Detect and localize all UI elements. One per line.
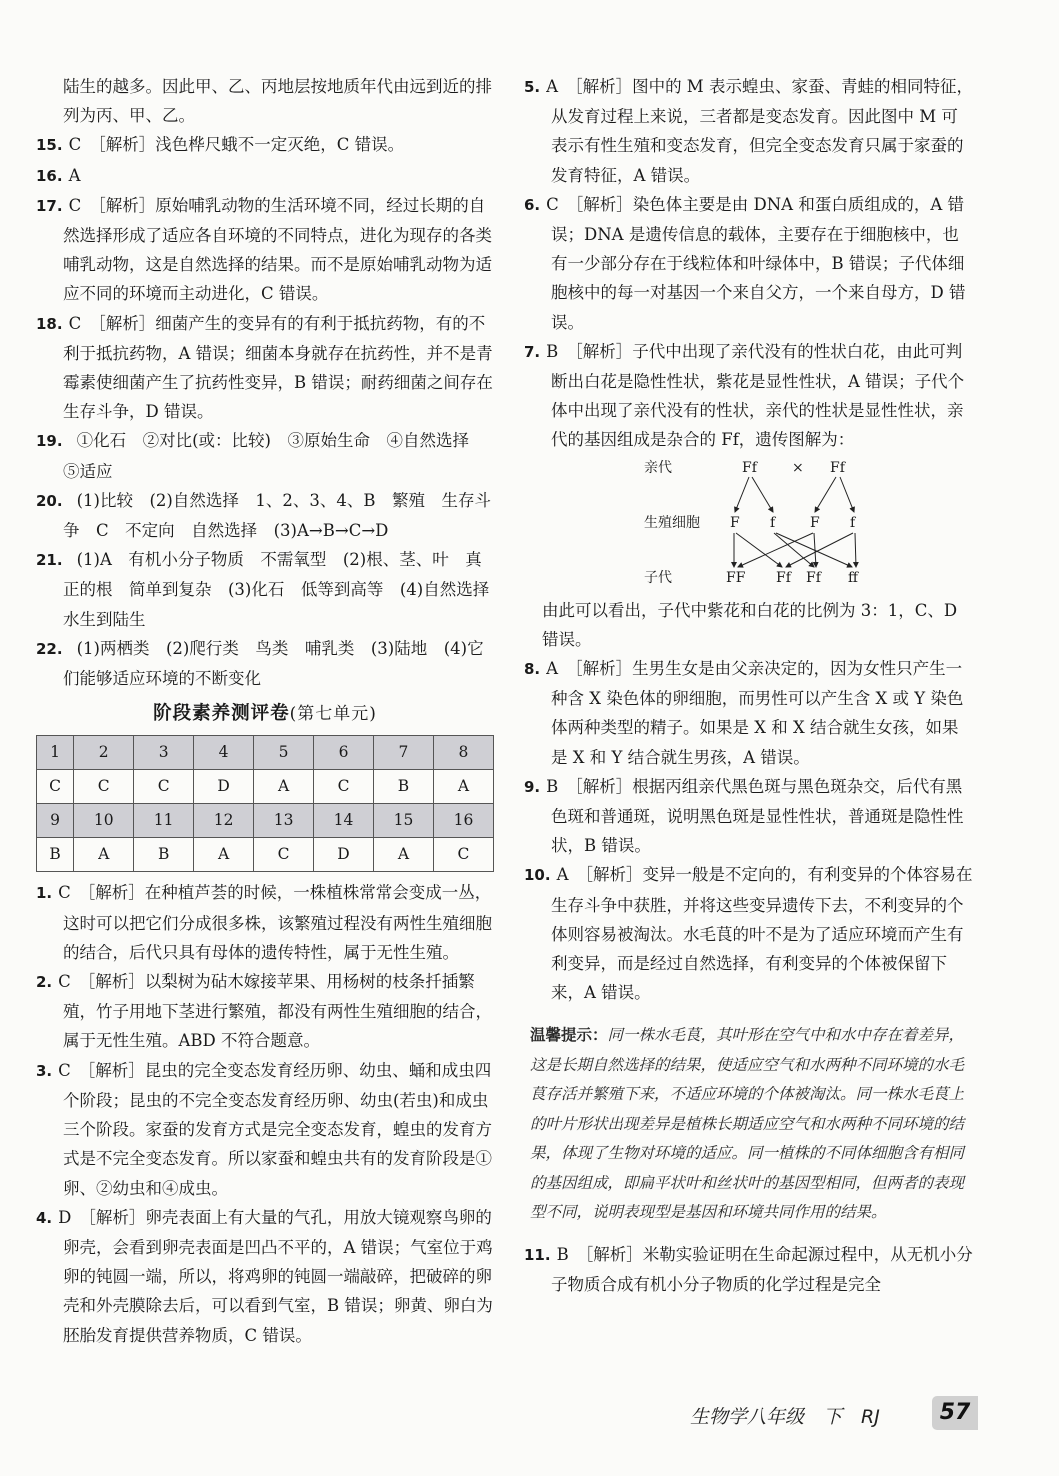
answer-table <box>36 735 494 872</box>
answer-item <box>36 130 494 160</box>
item-number: 4. <box>36 1208 53 1227</box>
answer-item <box>36 878 494 967</box>
tip-text: 同一株水毛茛，其叶形在空气中和水中存在着差异，这是长期自然选择的结果，使适应空气和水两种不同环境的水毛茛存活并繁殖下来，不适应环境的个体被淘汰。同一株水毛茛上的叶片形状出现差异是植株长期适应空气和水两种不同环境的结果，体现了生物对环境的适应。同一植株的不同体细胞含有相同的基因组成，即扁平状叶和丝状叶的基因型相同，但两者的表现型不同，说明表现型是基因和环境共同作用的结果。 <box>530 1026 965 1222</box>
item-number: 5. <box>524 78 541 96</box>
answer-item <box>524 190 974 337</box>
arrow-g4-c2 <box>786 533 853 567</box>
item-answer: D <box>58 1207 72 1227</box>
item-answer: C <box>68 135 82 155</box>
item-explanation: ①化石 ②对比(或：比较) ③原始生命 ④自然选择 ⑤适应 <box>63 431 486 481</box>
answer-item <box>36 191 494 309</box>
table-cell-answer: A <box>194 838 254 872</box>
table-cell-answer: A <box>433 770 493 804</box>
right-answer-list-3 <box>524 1240 974 1299</box>
parent-2-genotype: Ff <box>830 459 845 476</box>
answer-item <box>36 545 506 634</box>
footer-subject: 生物学八年级 下 RJ <box>690 1406 880 1428</box>
table-row-answers-1 <box>37 770 494 804</box>
item-answer: A <box>546 77 559 96</box>
page-number: 57 <box>932 1396 978 1430</box>
item-explanation: ［解析］浅色桦尺蛾不一定灭绝，C 错误。 <box>89 135 405 155</box>
table-cell-number: 14 <box>314 804 374 838</box>
answer-item <box>524 1240 974 1299</box>
right-column <box>524 72 974 1299</box>
item-explanation: ［解析］图中的 M 表示蝗虫、家蚕、青蛙的相同特征，从发育过程上来说，三者都是变态发育。因此图中 M 可表示有性生殖和变态发育，但完全变态发育只属于家蚕的发育特征，A 错误。 <box>551 77 973 185</box>
item-answer: C <box>68 195 82 215</box>
item-explanation: ［解析］生男生女是由父亲决定的，因为女性只产生一种含 X 染色体的卵细胞，而男性可以产生含 X 或 Y 染色体两种类型的精子。如果是 X 和 X 结合就生女孩，如果是 X 和 Y 结合就生男孩，A 错误。 <box>551 659 964 767</box>
item-answer: C <box>58 883 71 903</box>
item-explanation: ［解析］米勒实验证明在生命起源过程中，从无机小分子物质合成有机小分子物质的化学过程是完全 <box>551 1244 973 1295</box>
item-explanation: ［解析］在种植芦荟的时候，一株植株常常会变成一丛，这时可以把它们分成很多株，该繁殖过程没有两性生殖细胞的结合，后代只具有母体的遗传特性，属于无性生殖。 <box>63 883 492 962</box>
left-answer-list <box>36 130 506 693</box>
item-answer: C <box>68 313 82 333</box>
arrow-g2-c3 <box>774 533 814 567</box>
item-number: 10. <box>524 866 551 885</box>
item-explanation: (1)A 有机小分子物质 不需氧型 (2)根、茎、叶 真正的根 简单到复杂 (3)化石 低等到高等 (4)自然选择 水生到陆生 <box>63 550 506 629</box>
item-number: 21. <box>36 551 63 570</box>
table-cell-number: 6 <box>314 736 374 770</box>
table-cell-number: 16 <box>433 804 493 838</box>
table-cell-number: 1 <box>37 736 74 770</box>
child-4: ff <box>848 569 858 586</box>
answer-item <box>36 967 494 1056</box>
arrow-g4-c4 <box>855 533 856 567</box>
table-cell-number: 4 <box>194 736 254 770</box>
item-answer: C <box>546 194 559 214</box>
table-cell-number: 10 <box>74 804 134 838</box>
item-answer: C <box>58 1060 71 1080</box>
left-column <box>36 72 506 1350</box>
item-answer: A <box>556 865 569 885</box>
item-explanation: ［解析］子代中出现了亲代没有的性状白花，由此可判断出白花是隐性性状，紫花是显性性状，A 错误；子代个体中出现了亲代没有的性状，亲代的性状是显性性状，亲代的基因组成是杂合的 Ff，遗传图解为： <box>551 341 965 450</box>
item-explanation: ［解析］卵壳表面上有大量的气孔，用放大镜观察鸟卵的卵壳，会看到卵壳表面是凹凸不平的，A 错误；气室位于鸡卵的钝圆一端，所以，将鸡卵的钝圆一端敲碎，把破碎的卵壳和外壳膜除去后，可以看到气室，B 错误；卵黄、卵白为胚胎发育提供营养物质，C 错误。 <box>63 1207 493 1345</box>
tip-label: 温馨提示： <box>530 1026 608 1045</box>
item-number: 18. <box>36 314 63 333</box>
table-cell-number: 5 <box>254 736 314 770</box>
answer-item <box>524 337 974 455</box>
right-answer-list-2 <box>524 654 974 1007</box>
answer-item <box>524 72 974 190</box>
item-explanation: ［解析］根据丙组亲代黑色斑与黑色斑杂交，后代有黑色斑和普通斑，说明黑色斑是显性性状，普通斑是隐性性状，B 错误。 <box>551 776 964 856</box>
table-cell-number: 15 <box>374 804 434 838</box>
left-answer-list-2 <box>36 878 494 1349</box>
table-cell-number: 9 <box>37 804 74 838</box>
child-2: Ff <box>776 569 791 586</box>
tip-box <box>530 1021 974 1228</box>
item-number: 22. <box>36 639 63 658</box>
table-cell-answer: B <box>37 838 74 872</box>
item-number: 11. <box>524 1245 551 1264</box>
answer-item <box>524 654 974 772</box>
table-cell-answer: C <box>74 770 134 804</box>
item-explanation: (1)比较 (2)自然选择 1、2、3、4、B 繁殖 生存斗争 C 不定向 自然选择 (3)A→B→C→D <box>63 490 491 541</box>
item-number: 17. <box>36 196 63 215</box>
answer-item <box>524 772 974 861</box>
table-cell-number: 13 <box>254 804 314 838</box>
item-number: 20. <box>36 491 63 510</box>
section-title-sub: (第七单元) <box>289 704 377 725</box>
item-explanation: (1)两栖类 (2)爬行类 鸟类 哺乳类 (3)陆地 (4)它们能够适应环境的不断变化 <box>63 638 484 689</box>
table-cell-answer: A <box>74 838 134 872</box>
item-explanation: ［解析］染色体主要是由 DNA 和蛋白质组成的，A 错误；DNA 是遗传信息的载体，主要存在于细胞核中，也有一少部分存在于线粒体和叶绿体中，B 错误；子代体细胞核中的每一对基因一个来自父方，一个来自母方，D 错误。 <box>551 194 966 332</box>
answer-item <box>36 1056 494 1203</box>
item-number: 1. <box>36 884 53 903</box>
item-explanation: ［解析］原始哺乳动物的生活环境不同，经过长期的自然选择形成了适应各自环境的不同特点，进化为现存的各类哺乳动物，这是自然选择的结果。而不是原始哺乳动物为适应不同的环境而主动进化，C 错误。 <box>63 195 492 304</box>
table-cell-answer: A <box>254 770 314 804</box>
label-parent: 亲代 <box>644 459 672 476</box>
table-cell-answer: C <box>314 770 374 804</box>
answer-item <box>36 634 494 693</box>
table-cell-number: 3 <box>134 736 194 770</box>
table-cell-number: 12 <box>194 804 254 838</box>
item-explanation: ［解析］细菌产生的变异有的有利于抵抗药物，有的不利于抵抗药物，A 错误；细菌本身就存在抗药性，并不是青霉素使细菌产生了抗药性变异，B 错误；耐药细菌之间存在生存斗争，D 错误。 <box>63 313 493 422</box>
table-cell-answer: D <box>314 838 374 872</box>
answer-item <box>36 309 494 427</box>
table-cell-answer: D <box>194 770 254 804</box>
table-cell-answer: C <box>433 838 493 872</box>
gamete-4: f <box>850 514 856 531</box>
cross-symbol: × <box>792 459 804 476</box>
child-3: Ff <box>806 569 821 586</box>
item-explanation: ［解析］变异一般是不定向的，有利变异的个体容易在生存斗争中获胜，并将这些变异遗传下去，不利变异的个体则容易被淘汰。水毛茛的叶不是为了适应环境而产生有利变异，而是经过自然选择，有利变异的个体被保留下来，A 错误。 <box>551 865 973 1003</box>
item-number: 8. <box>524 660 541 679</box>
label-gamete: 生殖细胞 <box>644 514 700 531</box>
cross-arrows <box>524 457 974 592</box>
answer-item <box>36 161 494 191</box>
table-cell-number: 2 <box>74 736 134 770</box>
genetic-cross-diagram <box>524 457 974 592</box>
intro-paragraph: 陆生的越多。因此甲、乙、丙地层按地质年代由远到近的排列为丙、甲、乙。 <box>63 77 492 126</box>
item-number: 16. <box>36 166 63 185</box>
table-cell-answer: B <box>134 838 194 872</box>
section-title <box>36 699 494 729</box>
table-row-numbers-2 <box>37 804 494 838</box>
answer-item <box>524 860 974 1007</box>
arrow-p1-g2 <box>752 477 773 512</box>
item-number: 7. <box>524 342 541 361</box>
table-cell-answer: C <box>134 770 194 804</box>
table-row-numbers-1 <box>37 736 494 770</box>
item-number: 3. <box>36 1061 53 1080</box>
label-child: 子代 <box>644 569 672 586</box>
arrow-p1-g1 <box>735 477 749 512</box>
item-answer: A <box>68 165 81 185</box>
item-explanation: ［解析］昆虫的完全变态发育经历卵、幼虫、蛹和成虫四个阶段；昆虫的不完全变态发育经历卵、幼虫(若虫)和成虫三个阶段。家蚕的发育方式是完全变态发育，蝗虫的发育方式是不完全变态发育。所以家蚕和蝗虫共有的发育阶段是①卵、②幼虫和④成虫。 <box>63 1060 492 1198</box>
table-cell-number: 11 <box>134 804 194 838</box>
item-number: 15. <box>36 136 63 155</box>
item-number: 9. <box>524 777 541 796</box>
table-cell-answer: C <box>37 770 74 804</box>
item-answer: C <box>58 972 71 992</box>
child-1: FF <box>726 569 746 586</box>
item-answer: B <box>546 341 559 361</box>
table-cell-answer: A <box>374 838 434 872</box>
diagram-conclusion: 由此可以看出，子代中紫花和白花的比例为 3：1，C、D 错误。 <box>542 600 958 649</box>
answer-item <box>36 1203 494 1350</box>
parent-1-genotype: Ff <box>742 459 757 476</box>
table-cell-answer: B <box>374 770 434 804</box>
answer-item <box>36 486 494 545</box>
item-answer: A <box>546 659 559 679</box>
gamete-2: f <box>770 514 776 531</box>
item-number: 6. <box>524 195 541 214</box>
item-number: 2. <box>36 973 53 992</box>
table-cell-number: 7 <box>374 736 434 770</box>
gamete-1: F <box>730 514 740 531</box>
section-title-main: 阶段素养测评卷 <box>153 703 290 725</box>
arrow-p2-g4 <box>840 477 854 512</box>
table-row-answers-2 <box>37 838 494 872</box>
gamete-3: F <box>810 514 820 531</box>
arrow-p2-g3 <box>815 477 836 512</box>
item-number: 19. <box>36 432 63 451</box>
answer-item <box>36 426 494 485</box>
table-cell-number: 8 <box>433 736 493 770</box>
table-cell-answer: C <box>254 838 314 872</box>
item-answer: B <box>556 1244 569 1264</box>
item-explanation: ［解析］以梨树为砧木嫁接苹果、用杨树的枝条扦插繁殖，竹子用地下茎进行繁殖，都没有两性生殖细胞的结合，属于无性生殖。ABD 不符合题意。 <box>63 972 492 1051</box>
right-answer-list <box>524 72 974 455</box>
item-answer: B <box>546 776 559 796</box>
